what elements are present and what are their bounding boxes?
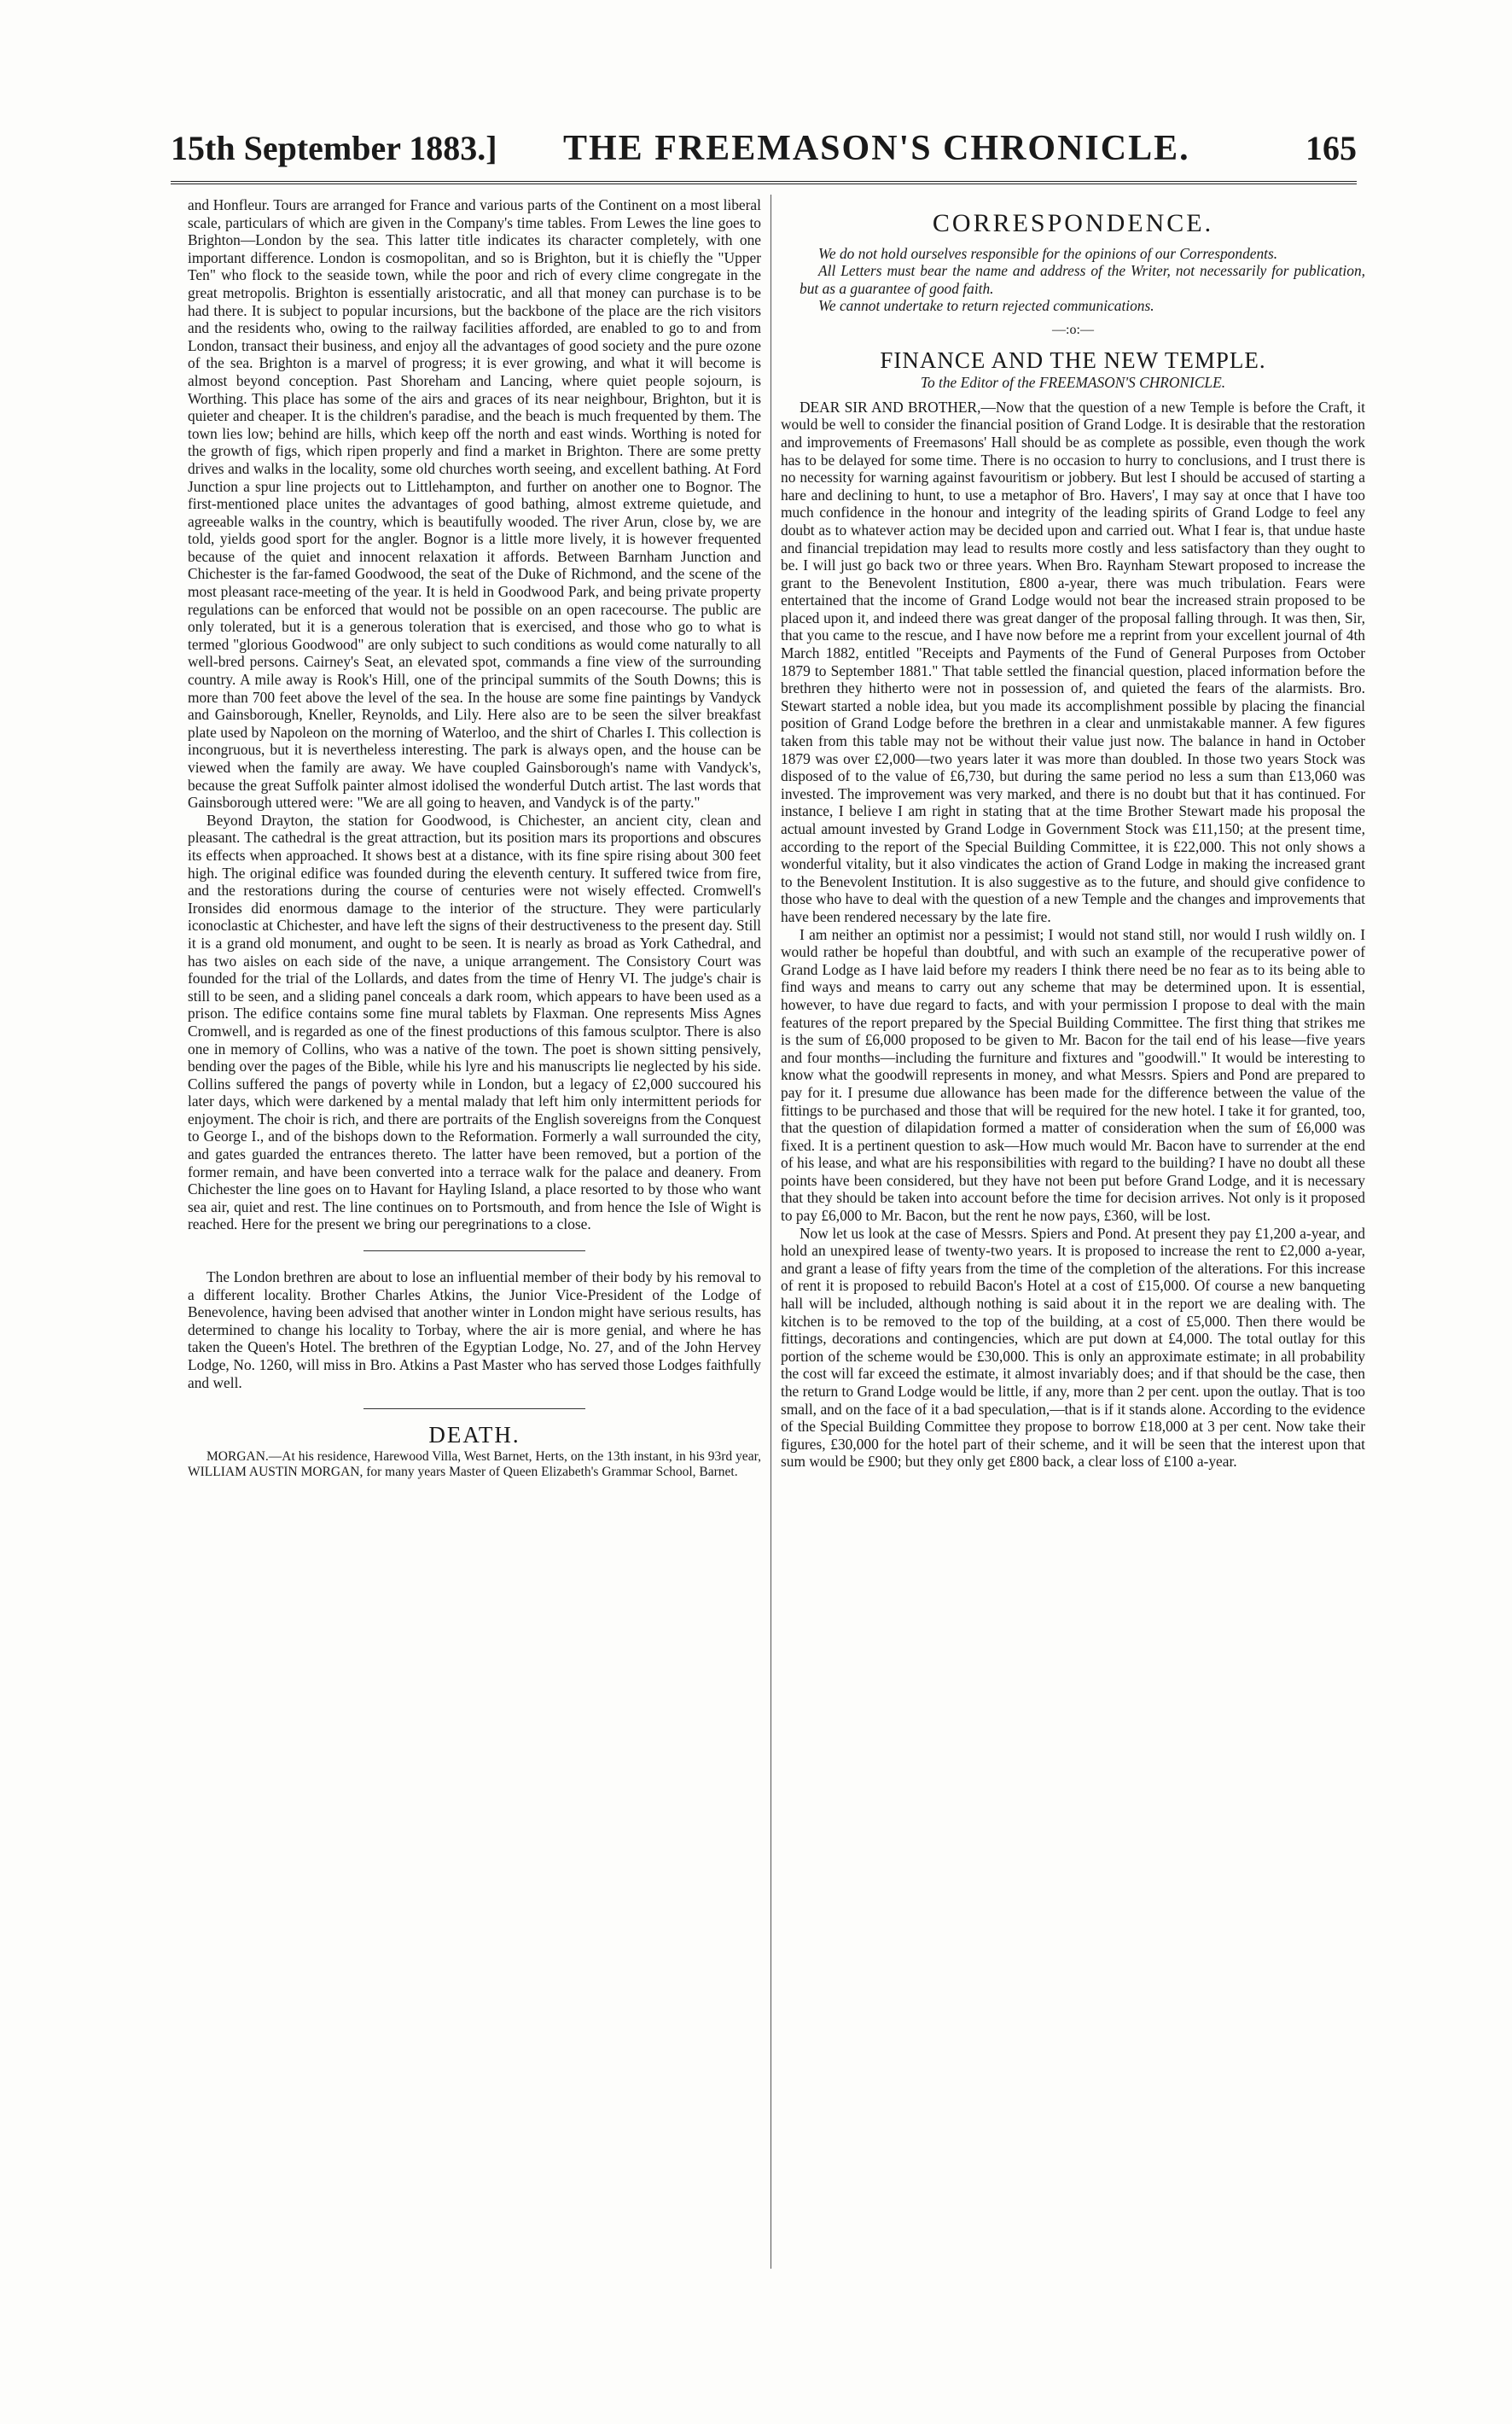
letter-paragraph: DEAR SIR AND BROTHER,—Now that the question of a new Temple is before the Craft, it would be well to consider the financial position of Grand Lodge. It is desirable that the restoration and improvements of Freemasons' Hall should be as complete as possible, even though the work has to be delayed for some time. There is no occasion to hurry to conclusions, and I trust there is no necessity for warning against favouritism or jobbery. But lest I should be accused of starting a hare and declining to hunt, to use a metaphor of Bro. Havers', I may say at once that I have too much confidence in the honour and integrity of the leading spirits of Grand Lodge to feel any doubt as to whatever action may be decided upon and carried out. What I fear is, that undue haste and financial trepidation may lead to results more costly and less satisfactory than they ought to be. I will just go back two or three years. When Bro. Raynham Stewart proposed to increase the grant to the Benevolent Institution, £800 a-year, there was much tribulation. Fears were entertained that the income of Grand Lodge would not bear the increased strain proposed to be placed upon it, and indeed there was great danger of the proposal falling through. It was then, Sir, that you came to the rescue, and I have now before me a reprint from your excellent journal of 4th March 1882, entitled "Receipts and Payments of the Fund of General Purposes from October 1879 to September 1881." That table settled the financial question, placed information before the brethren they hitherto were not in possession of, and quieted the fears of the alarmists. Bro. Stewart started a noble idea, but you made its accomplishment possible by placing the financial position of Grand Lodge before the brethren in a clear and unmistakable manner. A few figures taken from this table may not be without their value just now. The balance in hand in October 1879 was over £2,000—two years later it was more than doubled. In those two years Stock was disposed of to the value of £6,730, but during the same period no less a sum than £13,060 was invested. The improvement was very marked, and there is no doubt but that it has continued. For instance, I believe I am right in stating that at the time Brother Stewart made his proposal the actual amount invested by Grand Lodge in Government Stock was £11,150; at the present time, according to the report of the Special Building Committee, it is £22,000. This not only shows a wonderful vitality, but it also vindicates the action of Grand Lodge in making the increased grant to the Benevolent Institution. It is also suggestive as to the future, and should give confidence to those who have to deal with the question of a new Temple and the changes and improvements that have been rendered necessary by the late fire. (781, 398, 1365, 925)
header-rule (171, 181, 1357, 184)
publication-title: THE FREEMASON'S CHRONICLE. (563, 129, 1190, 168)
death-heading: DEATH. (428, 1422, 520, 1448)
death-notice: MORGAN.—At his residence, Harewood Villa, West Barnet, Herts, on the 13th instant, in his 93rd year, WILLIAM AUSTIN MORGAN, for many years Master of Queen Elizabeth's Grammar School, Barnet. (188, 1448, 761, 1479)
article-paragraph: Beyond Drayton, the station for Goodwood, is Chichester, an ancient city, clean and pleasant. The cathedral is the great attraction, but its position mars its proportions and obscures its effects when approached. It shows best at a distance, with its fine spire rising about 300 feet high. The original edifice was founded during the eleventh century. It suffered twice from fire, and the restorations during the course of centuries were not wisely effected. Cromwell's Ironsides did enormous damage to the interior of the structure. They were particularly iconoclastic at Chichester, and have left the signs of their destructiveness to the present day. Still it is a grand old monument, and ought to be seen. It is nearly as broad as York Cathedral, and has two aisles on each side of the nave, a unique arrangement. The Consistory Court was founded for the trial of the Lollards, and dates from the time of Henry VI. The judge's chair is still to be seen, and a sliding panel conceals a dark room, which appears to have been used as a prison. The edifice contains some fine mural tablets by Flaxman. One represents Miss Agnes Cromwell, and is regarded as one of the finest productions of this famous sculptor. There is also one in memory of Collins, who was a native of the town. The poet is shown sitting pensively, bending over the pages of the Bible, while his lyre and his manuscripts lie neglected by his side. Collins suffered the pangs of poverty while in London, but a legacy of £2,000 succoured his later days, which were darkened by a mental malady that left him only intermittent periods for enjoyment. The choir is rich, and there are portraits of the English sovereigns from the Conquest to George I., and of the bishops down to the Reformation. Formerly a wall surrounded the city, and gates guarded the entrances thereto. The latter have been removed, but a portion of the former remain, and have been converted into a terrace walk for the palace and deanery. From Chichester the line goes on to Havant for Hayling Island, a place resorted to by those who want sea air, quiet and rest. The line continues on to Portsmouth, and from hence the Isle of Wight is reached. Here for the present we bring our peregrinations to a close. (188, 811, 761, 1233)
issue-date: 15th September 1883.] (171, 129, 497, 167)
letter-paragraph: I am neither an optimist nor a pessimist; I would not stand still, nor would I rush wildly on. I would rather be hopeful than doubtful, and with such an example of the recuperative power of Grand Lodge as I have laid before my readers I think there need be no fear as to its being able to find ways and means to carry out any scheme that may be determined upon. It is essential, however, to have due regard to facts, and with your permission I propose to deal with the main features of the report prepared by the Special Building Committee. The first thing that strikes me is the sum of £6,000 proposed to be given to Mr. Bacon for the tail end of his lease—five years and four months—including the furniture and fixtures and "goodwill." It would be interesting to know what the goodwill represents in money, and what Messrs. Spiers and Pond are prepared to pay for it. I presume due allowance has been made for the difference between the value of the fittings to be purchased and those that will be required for the new hotel. I take it for granted, too, that the question of dilapidation formed a matter of consideration when the sum of £6,000 was fixed. It is a pertinent question to ask—How much would Mr. Bacon have to surrender at the end of his lease, and what are his responsibilities with regard to the building? I have no doubt all these points have been considered, but they have not been put before Grand Lodge, and it is necessary that they should be taken into account before the time for decision arrives. Not only is it proposed to pay £6,000 to Mr. Bacon, but the rent he now pays, £360, will be lost. (781, 925, 1365, 1225)
page-number: 165 (1306, 129, 1357, 167)
editorial-note: We cannot undertake to return rejected communications. (818, 297, 1154, 315)
letter-title: FINANCE AND THE NEW TEMPLE. (880, 347, 1266, 373)
right-column (781, 196, 1365, 1471)
editorial-note: All Letters must bear the name and address of the Writer, not necessarily for publication, but as a guarantee of good faith. (800, 262, 1365, 297)
page-header (171, 128, 1357, 179)
notice-paragraph: The London brethren are about to lose an influential member of their body by his removal to a different locality. Brother Charles Atkins, the Junior Vice-President of the Lodge of Benevolence, having been advised that another winter in London might have serious results, has determined to change his locality to Torbay, where the air is more genial, and where he has taken the Queen's Hotel. The brethren of the Egyptian Lodge, No. 27, and of the John Hervey Lodge, No. 1260, will miss in Bro. Atkins a Past Master who has served those Lodges faithfully and well. (188, 1268, 761, 1391)
editorial-note: We do not hold ourselves responsible for the opinions of our Correspondents. (818, 244, 1278, 262)
left-column (188, 196, 761, 1480)
article-paragraph: and Honfleur. Tours are arranged for France and various parts of the Continent on a most liberal scale, particulars of which are given in the Company's time tables. From Lewes the line goes to Brighton—London by the sea. This latter title indicates its character completely, with one important difference. London is cosmopolitan, and so is Brighton, but it is chiefly the "Upper Ten" who flock to the seaside town, while the poor and rich of every clime congregate in the great metropolis. Brighton is essentially aristocratic, and all that money can purchase is to be had there. It is subject to popular incursions, but the backbone of the place are the rich visitors and the residents who, owing to the railway facilities afforded, are enabled to go to and from London, transact their business, and enjoy all the advantages of good society and the pure ozone of the sea. Brighton is a marvel of progress; it is ever growing, and what it will become is almost beyond conception. Past Shoreham and Lancing, where quiet people sojourn, is Worthing. This place has some of the airs and graces of its near neighbour, Brighton, but it is quieter and cheaper. It is the children's paradise, and the beach is much frequented by them. The town lies low; behind are hills, which keep off the north and east winds. Worthing is noted for the growth of figs, which ripen properly and find a market in Brighton. There are some pretty drives and walks in the locality, some old churches worth seeing, and excellent bathing. At Ford Junction a spur line projects out to Littlehampton, and further on another one to Bognor. The first-mentioned place unites the advantages of good bathing, almost extreme quietude, and agreeable walks in the country, which is beautifully wooded. The river Arun, close by, we are told, yields good sport for the angler. Bognor is a little more lively, it is however frequented because of the quiet and innocent relaxation it affords. Between Barnham Junction and Chichester is the far-famed Goodwood, the seat of the Duke of Richmond, and the scene of the most pleasant race-meeting of the year. It is held in Goodwood Park, and being private property regulations can be enforced that would not be possible on an open racecourse. The public are only tolerated, but it is a generous toleration that is exercised, and those who go to what is termed "glorious Goodwood" are only subject to such conditions as would come naturally to all well-bred persons. Cairney's Seat, an elevated spot, commands a fine view of the surrounding country. A mile away is Rook's Hill, one of the principal summits of the South Downs; this is more than 700 feet above the level of the sea. In the house are some fine paintings by Vandyck and Gainsborough, Kneller, Reynolds, and Lily. Here also are to be seen the silver breakfast plate used by Napoleon on the morning of Waterloo, and the shirt of Charles I. This collection is incongruous, but it is nevertheless interesting. The park is always open, and the house can be viewed when the family are away. We have coupled Gainsborough's name with Vandyck's, because the great Suffolk painter almost idolised the wonderful Dutch artist. The last words that Gainsborough uttered were: "We are all going to heaven, and Vandyck is of the party." (188, 196, 761, 812)
section-rule (363, 1250, 585, 1251)
letter-addressee: To the Editor of the FREEMASON'S CHRONICLE. (920, 374, 1226, 392)
correspondence-heading: CORRESPONDENCE. (932, 209, 1214, 237)
section-rule (363, 1408, 585, 1409)
separator-ornament: —:o:— (1052, 322, 1094, 337)
letter-paragraph: Now let us look at the case of Messrs. Spiers and Pond. At present they pay £1,200 a-year, and hold an unexpired lease of twenty-two years. It is proposed to increase the rent to £2,000 a-year, and grant a lease of fifty years from the time of the completion of the alterations. For this increase of rent it is proposed to rebuild Bacon's Hotel at a cost of £15,000. Of course a new banqueting hall will be included, although nothing is said about it in the report we are dealing with. The kitchen is to be removed to the top of the building, at a cost of £5,000. Then there would be fittings, decorations and contingencies, which are put down at £4,000. The total outlay for this portion of the scheme would be £30,000. This is only an approximate estimate; in all probability the cost will far exceed the estimate, it almost invariably does; and if that should be the case, then the return to Grand Lodge would be little, if any, more than 2 per cent. upon the outlay. That is too small, and on the face of it a bad speculation,—that is if it stands alone. According to the evidence of the Special Building Committee they propose to borrow £18,000 at 3 per cent. Now take their figures, £30,000 for the hotel part of their scheme, and it will be seen that the interest upon that sum would be £900; but they only get £800 back, a clear loss of £100 a-year. (781, 1224, 1365, 1471)
